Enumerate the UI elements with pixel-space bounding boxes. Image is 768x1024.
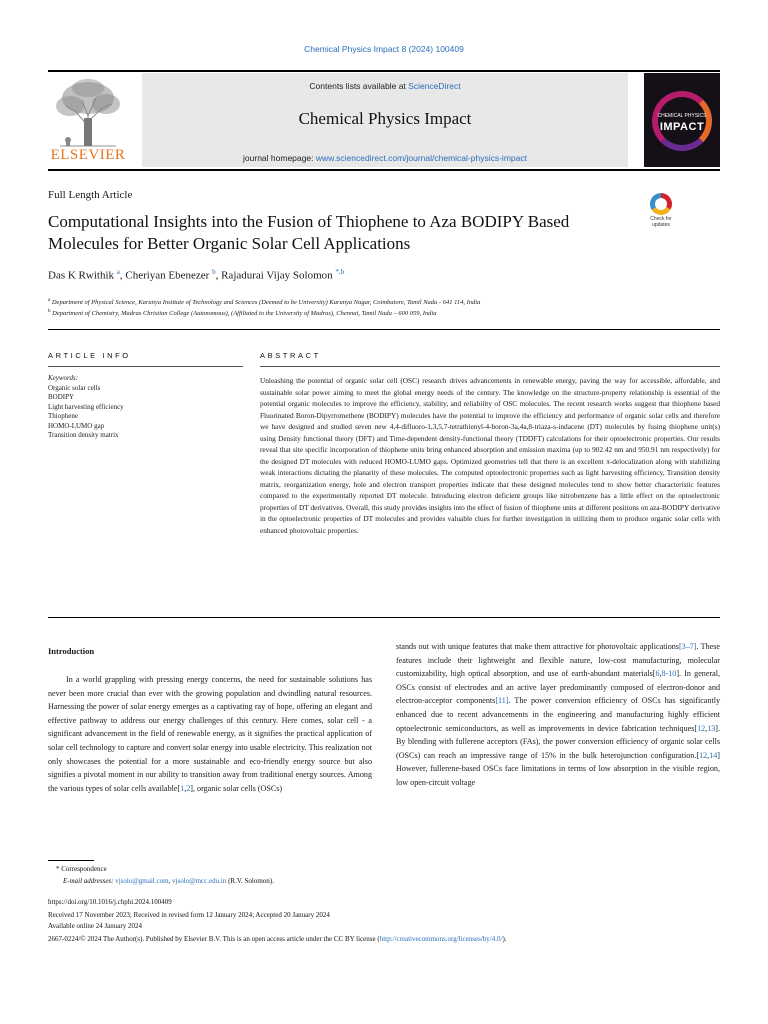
citation-link[interactable]: 6 xyxy=(655,669,660,679)
body-text: In a world grappling with pressing energy concerns, the need for sustainable solutions has never been more crucial than ever with the growing population and dwindling natural resources. Harnessing the power of solar energy emerges as a captivating ray of hope, offering an elegant and effective pathway to address our energy challenges of this century. Here comes, solar cell - a significant advancement in the field of renewable energy, as it signifies the practical application of solar cell technology to capture and convert solar energy into usable electricity. This realization not only showcases the potential for a more sustainable and eco-friendly energy source but also signifies a pivotal moment in our ability to transition away from traditional energy sources. Among the various types of solar cells available[ xyxy=(48,675,372,793)
author-affiliation-mark[interactable]: b xyxy=(212,268,216,276)
journal-title: Chemical Physics Impact xyxy=(298,109,472,128)
section-divider xyxy=(48,617,720,618)
citation-link[interactable]: 1 xyxy=(180,783,185,793)
body-text: . The power conversion efficiency of OSCs has significantly enhanced due to recent advancements in the engineering and manufacturing highly efficient optoelectronic semiconductors, as well as improvements in device fabrication techniques[ xyxy=(396,696,720,733)
cover-title: IMPACT xyxy=(659,121,705,133)
author-affiliation-mark[interactable]: a xyxy=(116,268,120,276)
journal-homepage-link[interactable]: www.sciencedirect.com/journal/chemical-physics-impact xyxy=(315,153,527,163)
article-title: Computational Insights into the Fusion of Thiophene to Aza BODIPY Based Molecules for Better Organic Solar Cell Applications xyxy=(48,212,570,253)
author-name[interactable]: Cheriyan Ebenezer xyxy=(125,269,210,282)
citation-link[interactable]: 13 xyxy=(707,723,716,733)
keyword[interactable]: BODIPY xyxy=(48,393,75,401)
footnote-rule xyxy=(48,860,94,861)
abstract-heading: ABSTRACT xyxy=(260,351,321,360)
contents-available-line xyxy=(142,81,628,91)
article-info-rule xyxy=(48,366,243,367)
publisher-name: ELSEVIER xyxy=(50,147,126,163)
body-text: ] However, fullerene-based OSCs face limitations in terms of low absorption in the visible region, low open-circuit voltage xyxy=(396,750,720,787)
citation-link[interactable]: 2 xyxy=(186,783,191,793)
affiliation-text: Department of Physical Science, Karunya Institute of Technology and Sciences (Deemed to be University) Karunya Nagar, Coimbatore, Tamil Nadu - 641 114, India xyxy=(51,299,481,307)
journal-cover-image[interactable] xyxy=(644,73,720,167)
citation-link[interactable]: [11] xyxy=(495,696,509,706)
body-text: , xyxy=(659,669,662,679)
article-type: Full Length Article xyxy=(48,189,133,201)
body-text: , xyxy=(707,750,710,760)
doi-link[interactable]: https://doi.org/10.1016/j.chphi.2024.100409 xyxy=(48,898,172,906)
author-name[interactable]: Rajadurai Vijay Solomon xyxy=(221,269,333,282)
cover-subtitle: CHEMICAL PHYSICS xyxy=(657,113,707,119)
body-text: . These features include their lightweight and flexible nature, low-cost manufacturing, molecular customizability, high optical absorption, and use of earth-abundant materials[ xyxy=(396,642,720,679)
introduction-heading: Introduction xyxy=(48,646,95,656)
journal-homepage-line xyxy=(142,153,628,163)
body-text: ], organic solar cells (OSCs) xyxy=(190,783,283,793)
sciencedirect-link[interactable]: ScienceDirect xyxy=(408,81,461,91)
check-for-updates-button[interactable] xyxy=(646,193,676,229)
body-text: ]. In general, OSCs consist of electrodes and an active layer predominantly composed of electron-donor and electron-acceptor components xyxy=(396,669,720,706)
author-list: Das K Rwithik $^a$, Cheriyan Ebenezer $^b$, Rajadurai Vijay Solomon $^{*,b}$ xyxy=(48,268,345,282)
body-text: stands out with unique features that make them attractive for photovoltaic applications xyxy=(396,642,679,651)
citation-link[interactable]: 14 xyxy=(709,750,718,760)
article-info-heading: ARTICLE INFO xyxy=(48,351,131,360)
keyword[interactable]: Light harvesting efficiency xyxy=(48,402,124,411)
introduction-left-column xyxy=(48,673,372,795)
body-text: , xyxy=(705,723,708,733)
license-statement: 2667-0224/© 2024 The Author(s). Published by Elsevier B.V. This is an open access article under the CC BY license (http://creativecommons.org/licenses/by/4.0/). xyxy=(48,935,507,943)
elsevier-logo[interactable] xyxy=(48,76,128,168)
masthead-info-box xyxy=(142,73,628,167)
email-link[interactable]: vjsolo@gmail.com xyxy=(115,877,169,885)
keywords-block xyxy=(48,374,243,441)
author-name[interactable]: Das K Rwithik xyxy=(48,269,114,282)
journal-masthead xyxy=(48,70,720,170)
email-label: E-mail addresses: xyxy=(63,877,116,885)
masthead-top-rule xyxy=(48,70,720,72)
citation-link[interactable]: 12 xyxy=(697,723,706,733)
citation-link[interactable]: 12 xyxy=(699,750,708,760)
tree-icon xyxy=(48,76,128,150)
author-affiliation-mark[interactable]: *,b xyxy=(335,268,345,276)
affiliation-text: Department of Chemistry, Madras Christian College (Autonomous), (Affiliated to the University of Madras), Chennai, Tamil Nadu – 600 059, India xyxy=(52,310,437,318)
introduction-right-column xyxy=(396,640,720,790)
email-link[interactable]: vjsolo@mcc.edu.in xyxy=(172,877,227,885)
abstract-rule xyxy=(260,366,720,367)
contents-prefix: Contents lists available at xyxy=(309,81,409,91)
available-online-date: Available online 24 January 2024 xyxy=(48,922,142,930)
keyword[interactable]: Organic solar cells xyxy=(48,383,101,392)
masthead-bottom-rule xyxy=(48,169,720,171)
keyword[interactable]: Thiophene xyxy=(48,412,78,420)
keywords-label: Keywords: xyxy=(48,374,79,382)
body-text: , xyxy=(184,783,187,793)
citation-link[interactable]: [3–7] xyxy=(678,642,697,651)
abstract-text: Unleashing the potential of organic solar cell (OSC) research drives advancements in renewable energy, paving the way for accessible, affordable, and sustainable solar power aiming to meet the global energy needs of the century. The knowledge on the structure-property relationship is essential of the potential organic molecules to improve the efficiency, stability, and reliability of OSC molecules. The recent research works suggest that thiophene based Fluorinated Boron-Dipyrromethene (BODIPY) molecules have the potential to improve the efficiency and performance of organic solar cells and therefore we have designed and studied seven new 4,4-difluoro-1,3,5,7-tetrathienyl-4-boron-3a,4a,8-triaza-s-indacene (DT) molecules by fusing thiophene unit(s) using Density functional theory (DFT) and Time-dependent density-functional theory (TDDFT) calculations for their optoelectronic properties. Our results reveal that site specific incorporation of thiophene units bring enhanced absorption and emission maxima (up to 902.42 nm and 950.91 nm respectively) for the designed DT molecules with reduced HOMO-LUMO gaps. Optimized geometries tell that there is an excellent π-delocalization along with stabilizing weak interactions dictating the planarity of these molecules. The computed optoelectronic properties such as light harvesting efficiency, Transition density matrix, reorganization energy, hole and electron transport properties indicate that these designed molecules tend to show better characteristic features compared to the experimentally reported DT molecule. Introducing electron deficient groups like nitrobenzene has a little effect on the optoelectronic properties of DT derivatives. Overall, this study provides insights into the effect of fusion of thiophene units at different positions on aza-BODIPY derivative in the optoelectronic properties of DT molecules and provides valuable clues for further investigation in utilizing them to produce organic solar cells with enhanced photovoltaic properties. xyxy=(260,376,720,535)
received-dates: Received 17 November 2023; Received in revised form 12 January 2024; Accepted 20 January 2024 xyxy=(48,911,330,919)
affiliation-b: $^b$ Department of Chemistry, Madras Christian College (Autonomous), (Affiliated to the University of Madras), Chennai, Tamil Nadu – 600 059, India xyxy=(48,309,437,318)
section-divider xyxy=(48,329,720,330)
keyword[interactable]: HOMO-LUMO gap xyxy=(48,421,105,430)
license-link[interactable]: http://creativecommons.org/licenses/by/4.0/ xyxy=(379,935,503,943)
keyword[interactable]: Transition density matrix xyxy=(48,431,119,439)
citation-link[interactable]: 8-10 xyxy=(661,669,677,679)
email-addresses: E-mail addresses: vjsolo@gmail.com, vjsolo@mcc.edu.in (R.V. Solomon). xyxy=(63,877,274,885)
body-text: ]. By blending with fullerene acceptors (FAs), the power conversion efficiency of organic solar cells (OSCs) can reach an impressive range of 15% in the bulk heterojunction configuration.[ xyxy=(396,723,720,760)
journal-reference[interactable]: Chemical Physics Impact 8 (2024) 100409 xyxy=(304,44,464,54)
crossmark-label: Check for updates xyxy=(650,216,672,228)
homepage-prefix: journal homepage: xyxy=(243,153,316,163)
correspondence-note: * Correspondence xyxy=(56,865,107,873)
crossmark-icon xyxy=(650,193,672,215)
affiliation-a: $^a$ Department of Physical Science, Karunya Institute of Technology and Sciences (Deemed to be University) Karunya Nagar, Coimbatore, Tamil Nadu - 641 114, India xyxy=(48,298,481,307)
